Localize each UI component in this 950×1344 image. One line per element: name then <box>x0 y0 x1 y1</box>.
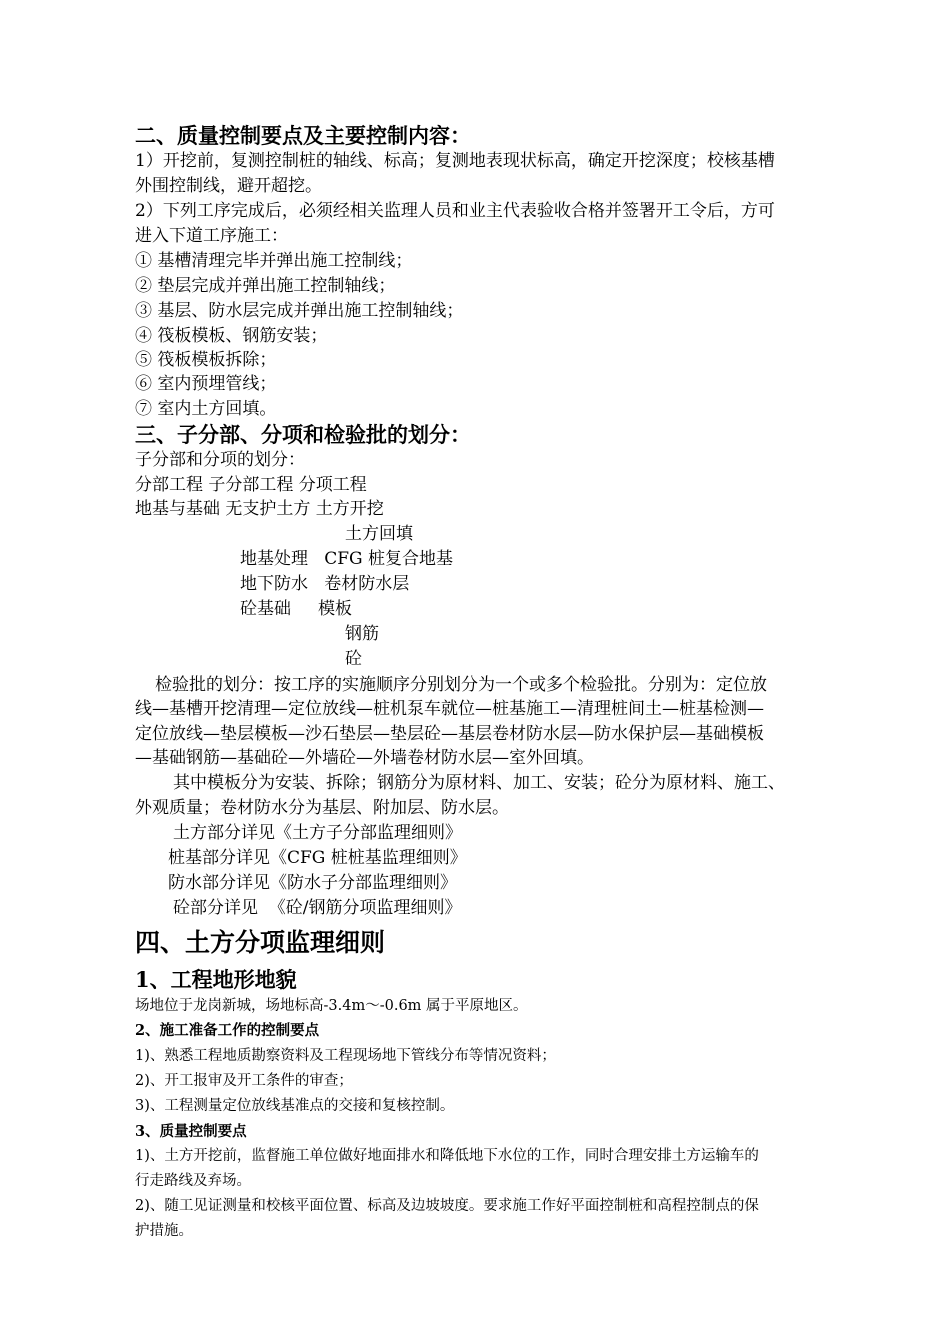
table-row: 地基与基础 无支护土方 土方开挖 <box>135 499 384 519</box>
section-3-heading: 三、子分部、分项和检验批的划分： <box>135 422 471 447</box>
paragraph-line: 2)、随工见证测量和校核平面位置、标高及边坡坡度。要求施工作好平面控制桩和高程控制点的保 <box>135 1198 759 1214</box>
paragraph-line: 行走路线及弃场。 <box>135 1173 251 1189</box>
table-row: 砼基础 模板 <box>240 599 353 619</box>
list-item: ③ 基层、防水层完成并弹出施工控制轴线； <box>135 301 464 321</box>
list-item: ① 基槽清理完毕并弹出施工控制线； <box>135 251 413 271</box>
subsection-heading: 3、质量控制要点 <box>135 1123 247 1140</box>
list-item: ⑦ 室内土方回填。 <box>135 399 277 419</box>
paragraph-line: 外观质量；卷材防水分为基层、附加层、防水层。 <box>135 798 509 818</box>
paragraph-line: 场地位于龙岗新城，场地标高-3.4m～-0.6m 属于平原地区。 <box>135 998 528 1014</box>
paragraph-line: 进入下道工序施工： <box>135 226 288 246</box>
list-item: ② 垫层完成并弹出施工控制轴线； <box>135 276 396 296</box>
list-item: ⑤ 筏板模板拆除； <box>135 350 277 370</box>
paragraph-line: 1）开挖前，复测控制桩的轴线、标高；复测地表现状标高，确定开挖深度；校核基槽 <box>135 151 775 171</box>
subsection-heading: 1、工程地形地貌 <box>135 967 297 992</box>
paragraph-line: —基础钢筋—基础砼—外墙砼—外墙卷材防水层—室外回填。 <box>135 748 594 768</box>
paragraph-line: 其中模板分为安装、拆除；钢筋分为原材料、加工、安装；砼分为原材料、施工、 <box>173 773 785 793</box>
paragraph-line: 护措施。 <box>135 1223 193 1239</box>
list-item: 2)、开工报审及开工条件的审查； <box>135 1073 353 1089</box>
list-item: 3)、工程测量定位放线基准点的交接和复核控制。 <box>135 1098 455 1114</box>
table-row: 钢筋 <box>345 624 379 644</box>
paragraph-line: 定位放线—垫层模板—沙石垫层—垫层砼—基层卷材防水层—防水保护层—基础模板 <box>135 724 764 744</box>
reference-line: 砼部分详见 《砼/钢筋分项监理细则》 <box>173 898 462 918</box>
table-row: 地基处理 CFG 桩复合地基 <box>240 549 453 569</box>
reference-line: 桩基部分详见《CFG 桩桩基监理细则》 <box>168 848 467 868</box>
reference-line: 防水部分详见《防水子分部监理细则》 <box>168 873 457 893</box>
list-item: ④ 筏板模板、钢筋安装； <box>135 326 328 346</box>
paragraph-line: 线—基槽开挖清理—定位放线—桩机泵车就位—桩基施工—清理桩间土—桩基检测— <box>135 699 764 719</box>
section-2-heading: 二、质量控制要点及主要控制内容： <box>135 123 471 148</box>
list-item: 1)、熟悉工程地质勘察资料及工程现场地下管线分布等情况资料； <box>135 1048 556 1064</box>
paragraph-line: 检验批的划分：按工序的实施顺序分别划分为一个或多个检验批。分别为：定位放 <box>155 675 767 695</box>
paragraph-line: 外围控制线，避开超挖。 <box>135 176 322 196</box>
subsection-intro: 子分部和分项的划分： <box>135 450 305 470</box>
paragraph-line: 1)、土方开挖前，监督施工单位做好地面排水和降低地下水位的工作，同时合理安排土方运输车的 <box>135 1148 759 1164</box>
table-row: 土方回填 <box>345 524 413 544</box>
reference-line: 土方部分详见《土方子分部监理细则》 <box>173 823 462 843</box>
table-row: 砼 <box>345 649 362 669</box>
list-item: ⑥ 室内预埋管线； <box>135 374 277 394</box>
paragraph-line: 2）下列工序完成后，必须经相关监理人员和业主代表验收合格并签署开工令后，方可 <box>135 201 775 221</box>
section-4-heading: 四、土方分项监理细则 <box>135 928 386 957</box>
table-header: 分部工程 子分部工程 分项工程 <box>135 475 367 495</box>
subsection-heading: 2、施工准备工作的控制要点 <box>135 1022 320 1039</box>
table-row: 地下防水 卷材防水层 <box>240 574 410 594</box>
